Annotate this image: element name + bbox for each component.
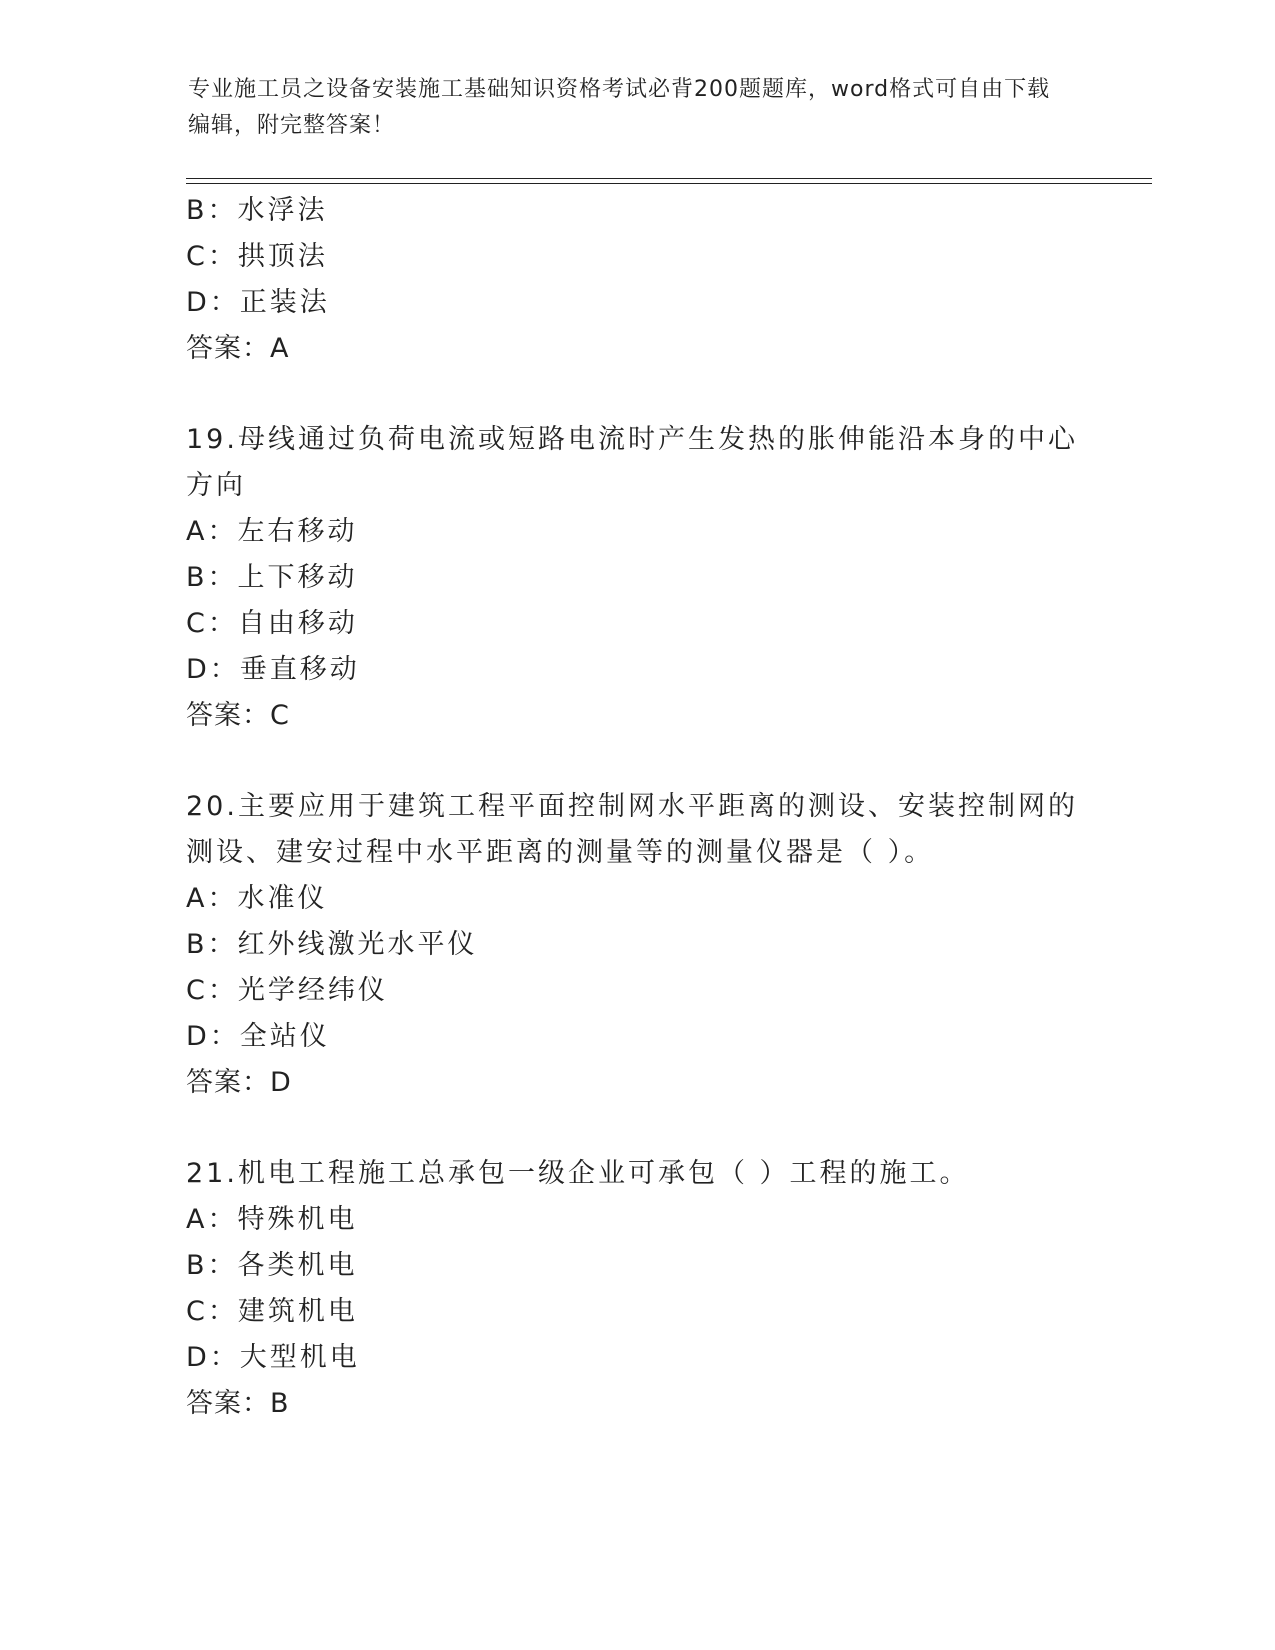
question-text: 19.母线通过负荷电流或短路电流时产生发热的胀伸能沿本身的中心方向 bbox=[186, 424, 1078, 501]
spacer bbox=[186, 739, 1086, 784]
header-rule-top bbox=[186, 178, 1152, 179]
document-header: 专业施工员之设备安装施工基础知识资格考试必背200题题库，word格式可自由下载编辑，附完整答案！ bbox=[188, 77, 1051, 138]
option-a: A：左右移动 bbox=[186, 516, 358, 547]
option-a: A：特殊机电 bbox=[186, 1204, 358, 1235]
option-d: D：正装法 bbox=[186, 287, 330, 318]
option-a: A：水准仪 bbox=[186, 883, 328, 914]
header-rule-bottom bbox=[186, 183, 1152, 184]
question-19 bbox=[186, 417, 1086, 739]
option-c: C：光学经纬仪 bbox=[186, 975, 388, 1006]
option-b: B：红外线激光水平仪 bbox=[186, 929, 478, 960]
question-text: 20.主要应用于建筑工程平面控制网水平距离的测设、安装控制网的测设、建安过程中水平距离的测量等的测量仪器是（ ）。 bbox=[186, 791, 1078, 868]
spacer bbox=[186, 1106, 1086, 1151]
answer-line: 答案：C bbox=[186, 700, 290, 731]
option-c: C：自由移动 bbox=[186, 608, 358, 639]
option-c: C：建筑机电 bbox=[186, 1296, 358, 1327]
question-18-fragment bbox=[186, 188, 1086, 372]
answer-line: 答案：A bbox=[186, 333, 290, 364]
option-b: B：水浮法 bbox=[186, 195, 328, 226]
answer-line: 答案：B bbox=[186, 1388, 290, 1419]
spacer bbox=[186, 372, 1086, 417]
option-b: B：上下移动 bbox=[186, 562, 358, 593]
question-text: 21.机电工程施工总承包一级企业可承包（ ）工程的施工。 bbox=[186, 1158, 970, 1189]
option-d: D：全站仪 bbox=[186, 1021, 330, 1052]
question-21 bbox=[186, 1151, 1086, 1427]
option-c: C：拱顶法 bbox=[186, 241, 328, 272]
question-20 bbox=[186, 784, 1086, 1106]
option-b: B：各类机电 bbox=[186, 1250, 358, 1281]
answer-line: 答案：D bbox=[186, 1067, 292, 1098]
option-d: D：垂直移动 bbox=[186, 654, 360, 685]
question-list bbox=[186, 188, 1086, 1427]
option-d: D：大型机电 bbox=[186, 1342, 360, 1373]
